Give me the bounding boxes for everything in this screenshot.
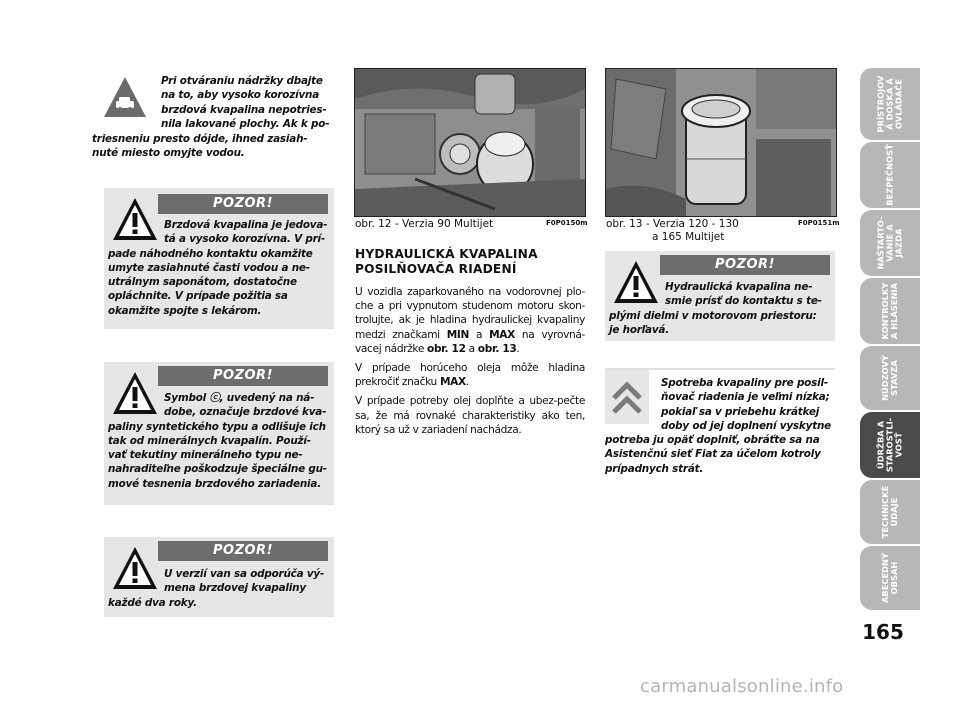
warning-line: plými dielmi v motorovom priestoru: [609, 309, 817, 322]
warning-line: opláchnite. V prípade požitia sa [108, 290, 288, 303]
note-line: brzdová kvapalina nepotries- [161, 103, 327, 116]
warning-line: U verzií van sa odporúča vý- [164, 568, 325, 580]
section-heading-line: POSILŇOVAČA RIADENÍ [355, 262, 517, 276]
tab-safety[interactable] [860, 142, 920, 208]
warning-line: utrálnym saponátom, dostatočne [108, 276, 297, 289]
warning-line: vať tekutiny minerálneho typu ne- [108, 449, 303, 462]
warning-title: POZOR! [158, 366, 328, 386]
tab-starting-driving[interactable] [860, 210, 920, 276]
note-line: Pri otváraniu nádržky dbajte [161, 75, 323, 87]
warning-line: tak od minerálnych kvapalín. Použí- [108, 434, 311, 447]
note-line: Asistenčnú sieť Fiat za účelom kotroly [605, 448, 821, 461]
power-steering-note [605, 376, 837, 476]
brake-fluid-note-text [105, 74, 335, 131]
tab-warning-lights[interactable] [860, 278, 920, 344]
warning-line: dobe, označuje brzdové kva- [164, 406, 327, 419]
note-line: Spotreba kvapaliny pre posil- [661, 377, 828, 389]
section-heading-line: HYDRAULICKÁ KVAPALINA [355, 247, 538, 261]
tab-label: TECHNICKÉ ÚDAJE [880, 485, 899, 539]
tab-label: BEZPEČNOSŤ [884, 144, 895, 206]
warning-line: Brzdová kvapalina je jedova- [164, 219, 328, 231]
note-line: na to, aby vysoko korozívna [161, 89, 320, 102]
warning-line: tá a vysoko korozívna. V prí- [164, 233, 325, 246]
section-body [355, 285, 585, 442]
tab-index[interactable] [860, 546, 920, 610]
warning-line: mové tesnenia brzdového zariadenia. [108, 477, 321, 490]
tab-label: ABECEDNÝ OBSAH [880, 552, 899, 604]
warning-line: nahraditeľne poškodzuje špeciálne gu- [108, 463, 327, 476]
note-line: prípadnych strát. [605, 462, 704, 475]
note-line: nila lakované plochy. Ak k po- [161, 117, 330, 130]
warning-title: POZOR! [660, 255, 830, 275]
note-line: potreba ju opäť doplniť, obráťte sa na [605, 434, 820, 447]
warning-line: pade náhodného kontaktu okamžite [108, 247, 313, 260]
body-paragraph: U vozidla zaparkovaného na vodorovnej plo-che a pri vypnutom studenom motoru skon-trolujte, ak je hladina hydraulickej kvapaliny medzi značkami MIN a MAX na vyrovná-vacej nádržke obr. 12 a obr. 13. [355, 286, 585, 355]
note-line: ňovač riadenia je veľmi nízka; [661, 391, 830, 404]
warning-line: mena brzdovej kvapaliny [164, 582, 306, 595]
tab-label: KONTROLKY A HLÁSENIA [880, 282, 899, 340]
note-line: doby od jej doplnení vyskytne [661, 419, 832, 432]
tab-label: NAŠTARTO- VANIE A JAZDA [875, 216, 904, 270]
section-heading [355, 247, 585, 277]
tab-emergency[interactable] [860, 346, 920, 410]
engine-photo-illustration [606, 69, 836, 216]
engine-photo-fig13 [605, 68, 837, 217]
figure-code: F0P0150m [546, 219, 588, 227]
page-number: 165 [862, 620, 904, 644]
tab-label: PRÍSTROJOV Á DOSKA A OVLÁDAČE [875, 75, 904, 133]
warning-line: každé dva roky. [108, 596, 197, 609]
tab-label: ÚDRŽBA A STAROSTLI- VOSŤ [875, 417, 904, 473]
tab-maintenance[interactable] [860, 412, 920, 478]
warning-line: Symbol ⓒ, uvedený na ná- [164, 392, 315, 404]
note-line: nuté miesto omyjte vodou. [92, 147, 245, 160]
tab-instrument-panel[interactable] [860, 68, 920, 140]
note-line: triesneniu presto dójde, ihned zasiah- [92, 133, 308, 145]
warning-line: Hydraulická kvapalina ne- [665, 281, 813, 293]
warning-line: okamžite spojte s lekárom. [108, 304, 262, 317]
body-paragraph: V prípade potreby olej doplňte a ubez-pečte sa, že má rovnaké charakteristiky ako ten, ktorý sa už v zariadení nachádza. [355, 395, 585, 436]
warning-line: smie prísť do kontaktu s te- [665, 295, 822, 308]
warning-line: umyte zasiahnuté časti vodou a ne- [108, 261, 310, 274]
engine-photo-illustration [355, 69, 585, 216]
figure-code: F0P0151m [798, 219, 840, 227]
engine-photo-fig12 [354, 68, 586, 217]
note-line: pokiaľ sa v priebehu krátkej [661, 405, 820, 418]
body-paragraph: V prípade horúceho oleja môže hladina prekročiť značku MAX. [355, 362, 585, 389]
figure-caption: obr. 12 - Verzia 90 Multijet [355, 218, 494, 230]
watermark: carmanualsonline.info [640, 676, 844, 697]
figure-caption: obr. 13 - Verzia 120 - 130 [606, 218, 739, 230]
warning-title: POZOR! [158, 194, 328, 214]
warning-title: POZOR! [158, 541, 328, 561]
figure-caption: a 165 Multijet [652, 231, 725, 243]
warning-line: je horľavá. [609, 323, 669, 336]
tab-technical-data[interactable] [860, 480, 920, 544]
warning-line: paliny syntetického typu a odlišuje ich [108, 420, 326, 433]
tab-label: NÚDZOVÝ STAVZA [880, 355, 899, 401]
